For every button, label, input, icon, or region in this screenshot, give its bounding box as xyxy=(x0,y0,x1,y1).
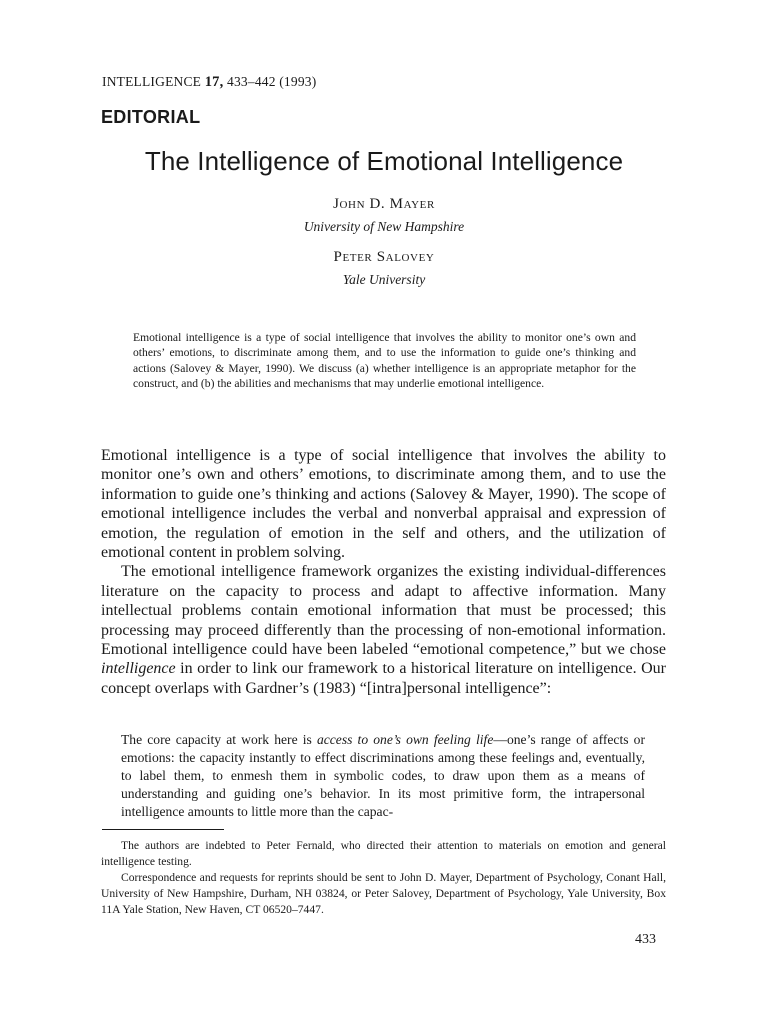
body-paragraph: Emotional intelligence is a type of social intelligence that involves the ability to monitor one’s own and others’ emotions, to discriminate among them, and to use the information to guide one’s thinking and actions (Salovey & Mayer, 1990). The scope of emotional intelligence includes the verbal and nonverbal appraisal and expression of emotion, the regulation of emotion in the self and others, and the utilization of emotional content in problem solving. xyxy=(101,447,666,562)
journal-citation xyxy=(102,74,316,91)
article-title: The Intelligence of Emotional Intelligence xyxy=(144,146,624,176)
page-number: 433 xyxy=(635,932,656,947)
emphasis-text: intelligence xyxy=(101,660,176,678)
author-name: John D. Mayer xyxy=(333,196,435,212)
emphasis-text: access to one’s own feeling life xyxy=(316,732,494,747)
quote-text-run: The core capacity at work here is xyxy=(121,732,317,747)
quote-text-run: —one’s range of affects or emotions: the capacity instantly to effect discriminations among these feelings and, eventually, to label them, to enmesh them in symbolic codes, to draw upon them as a means of understanding and guiding one’s behavior. In its most primitive form, the intrapersonal intelligence amounts to little more than the capac- xyxy=(121,732,645,820)
block-quote xyxy=(121,731,645,821)
body-text-run: in order to link our framework to a historical literature on intelligence. Our concept overlaps with Gardner’s (1983) “[intra]personal intelligence”: xyxy=(101,660,666,697)
journal-volume: 17, xyxy=(204,74,224,90)
footnote-acknowledgment: The authors are indebted to Peter Fernald, who directed their attention to materials on emotion and general intelligence testing. xyxy=(101,839,666,868)
footnote-correspondence: Correspondence and requests for reprints should be sent to John D. Mayer, Department of Psychology, Conant Hall, University of New Hampshire, Durham, NH 03824, or Peter Salovey, Department of Psychology, Yale University, Box 11A Yale Station, New Haven, CT 06520–7447. xyxy=(101,871,666,916)
body-paragraph xyxy=(101,562,666,698)
body-text-run: The emotional intelligence framework organizes the existing individual-differences literature on the capacity to process and adapt to affective information. Many intellectual problems contain emotional information that must be processed; this processing may proceed differently than the processing of non-emotional information. Emotional intelligence could have been labeled “emotional competence,” but we chose xyxy=(101,563,666,659)
abstract: Emotional intelligence is a type of social intelligence that involves the ability to monitor one’s own and others’ emotions, to discriminate among them, and to use the information to guide one’s thinking and actions (Salovey & Mayer, 1990). We discuss (a) whether intelligence is an appropriate metaphor for the construct, and (b) the abilities and mechanisms that may underlie emotional intelligence. xyxy=(133,331,636,391)
author-affiliation: Yale University xyxy=(342,272,426,287)
body-text xyxy=(101,446,666,698)
journal-name: INTELLIGENCE xyxy=(102,74,202,89)
journal-pages-year: 433–442 (1993) xyxy=(227,74,317,89)
section-label: EDITORIAL xyxy=(101,107,201,127)
footnotes xyxy=(101,838,666,918)
author-name: Peter Salovey xyxy=(333,249,435,265)
author-affiliation: University of New Hampshire xyxy=(303,219,465,234)
footnote-divider xyxy=(102,829,224,830)
